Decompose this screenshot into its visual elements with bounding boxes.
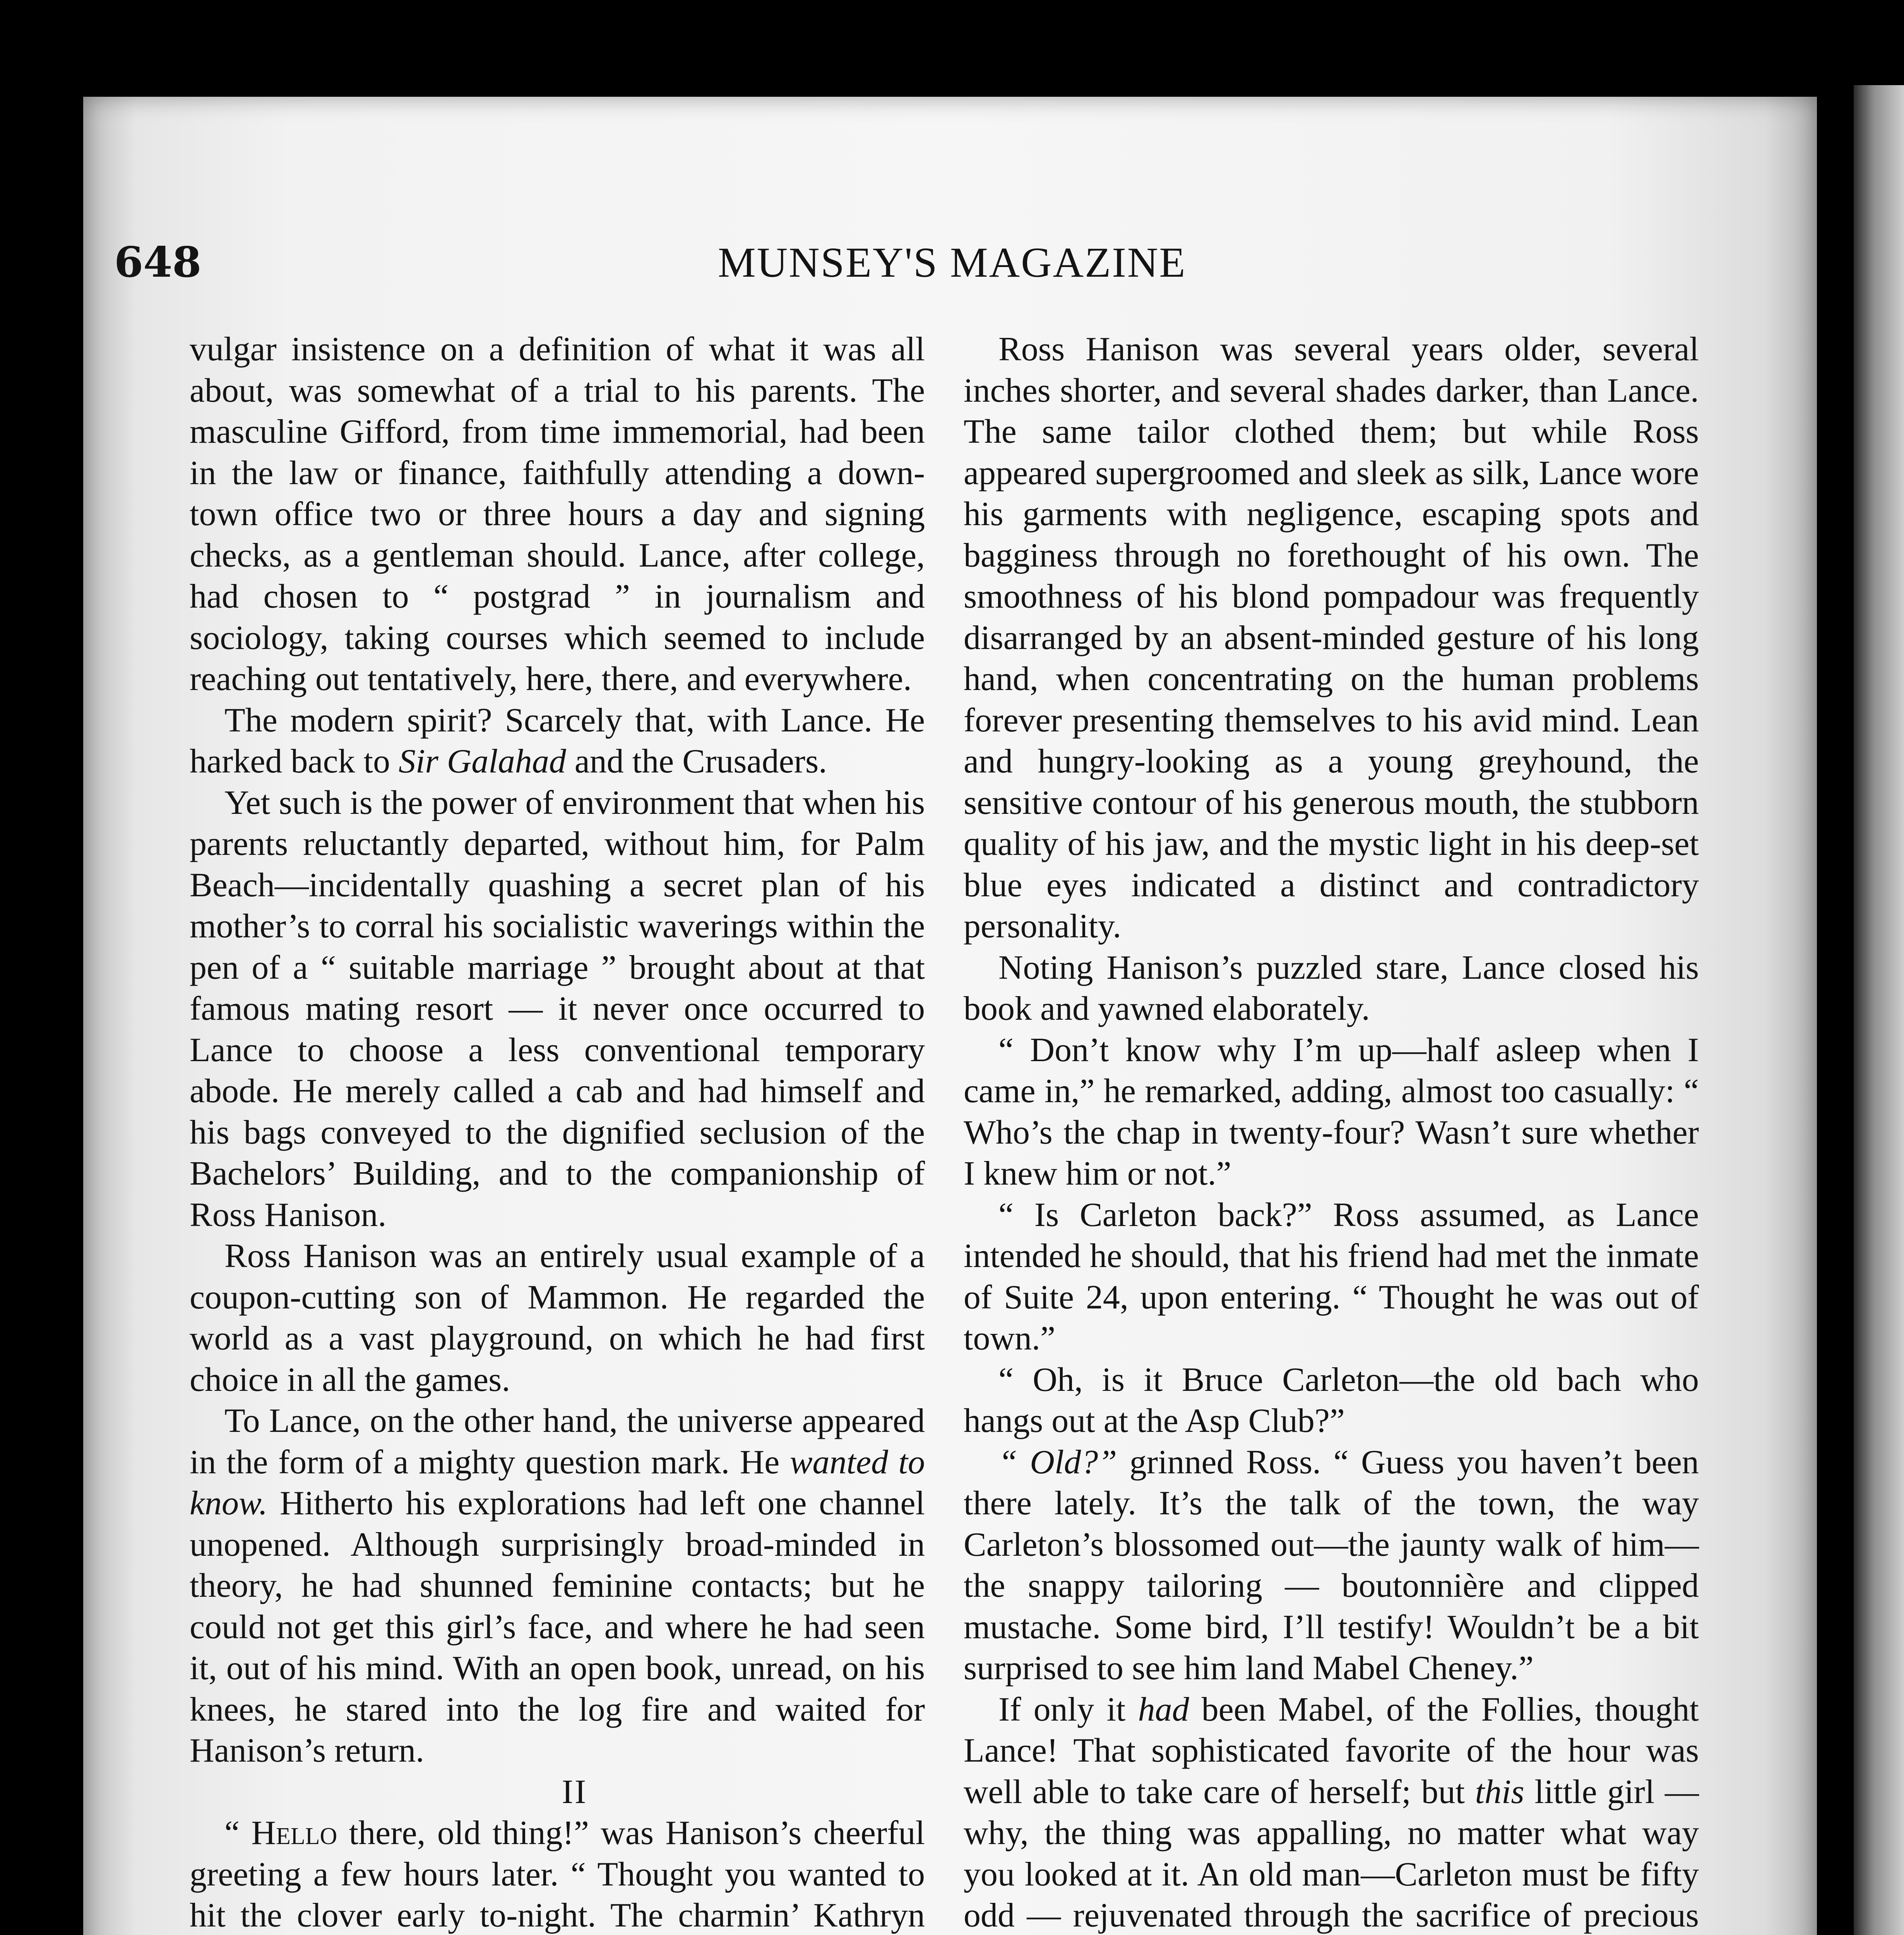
paragraph [190, 1401, 925, 1772]
section-heading: II [562, 1773, 588, 1811]
paragraph: Yet such is the power of environment that when his parents reluctantly departed, without him, for Palm Beach—incidentally quashing a secret plan of his mother’s to corral his socialistic waverings within the pen of a “ suitable marriage ” brought about at that famous mating resort — it never once occurred to Lance to choose a less conventional temporary abode. He merely called a cab and had himself and his bags conveyed to the dignified seclusion of the Bachelors’ Building, and to the companionship of Ross Hanison. [190, 784, 925, 1234]
text-run: “ [224, 1814, 252, 1852]
page-header [114, 238, 1701, 296]
text-run: little girl — why, the thing was appalling, no matter what way you looked at it. An old man—Carleton must be fifty odd — rejuvenated through the sacrifice of precious [964, 1773, 1699, 1934]
paragraph: “ Don’t know why I’m up—half asleep when I came in,” he remarked, adding, almost too casually: “ Who’s the chap in twenty-four? Wasn’t sure whether I knew him or not.” [964, 1031, 1699, 1192]
text-run: The modern spirit? Scarcely that, with Lance. He harked back to [190, 701, 925, 780]
text-run: there, old thing!” was Hanison’s cheerful greeting a few hours later. “ Thought you wanted to hit the clover early to-night. The charmin’ Kathryn [190, 1814, 925, 1934]
paragraph [964, 1442, 1699, 1689]
italic-text: this [1475, 1773, 1524, 1811]
text-run: and the Crusaders. [566, 743, 827, 780]
text-run: grinned Ross. “ Guess you haven’t been there lately. It’s the talk of the town, the way Carleton’s blossomed out—the jaunty walk of him—the snappy tailoring — boutonnière and clipped mustache. Some bird, I’ll testify! Wouldn’t be a bit surprised to see him land Mabel Cheney.” [964, 1443, 1699, 1687]
text-run: been Mabel, of the Follies, thought Lance! That sophisticated favorite of the hour was well able to take care of herself; but [964, 1690, 1699, 1811]
italic-text: Sir Galahad [399, 743, 566, 780]
facing-page-edge [1854, 85, 1904, 1935]
paragraph: vulgar insistence on a definition of what it was all about, was somewhat of a trial to his parents. The masculine Gifford, from time immemorial, had been in the law or finance, faithfully attending a down-town office two or three hours a day and signing checks, as a gentleman should. Lance, after college, had chosen to “ postgrad ” in journalism and sociology, taking courses which seemed to include reaching out tentatively, here, there, and everywhere. [190, 330, 925, 698]
paragraph: Noting Hanison’s puzzled stare, Lance closed his book and yawned elaborately. [964, 949, 1699, 1027]
italic-text: had [1138, 1690, 1189, 1728]
right-column [964, 329, 1699, 1935]
paragraph: “ Is Carleton back?” Ross assumed, as Lance intended he should, that his friend had met the inmate of Suite 24, upon entering. “ Thought he was out of town.” [964, 1196, 1699, 1357]
text-run: If only it [998, 1690, 1138, 1728]
paragraph: “ Oh, is it Bruce Carleton—the old bach who hangs out at the Asp Club?” [964, 1361, 1699, 1440]
italic-text: wanted to know. [190, 1443, 925, 1522]
page-number: 648 [114, 238, 202, 287]
smallcaps-text: Hello [251, 1814, 337, 1852]
running-head: MUNSEY'S MAGAZINE [718, 239, 1187, 286]
text-run: Hitherto his explorations had left one channel unopened. Although surprisingly broad-minded in theory, he had shunned feminine contacts; but he could not get this girl’s face, and where he had seen it, out of his mind. With an open book, unread, on his knees, he stared into the log fire and waited for Hanison’s return. [190, 1485, 925, 1769]
paragraph [190, 700, 925, 783]
left-column [190, 329, 925, 1935]
text-run: To Lance, on the other hand, the universe appeared in the form of a mighty question mark. He [190, 1402, 925, 1481]
paragraph: Ross Hanison was an entirely usual example of a coupon-cutting son of Mammon. He regarded the world as a vast playground, on which he had first choice in all the games. [190, 1237, 925, 1399]
paragraph [190, 1813, 925, 1935]
paragraph [964, 1689, 1699, 1935]
italic-text: “ Old?” [998, 1443, 1117, 1481]
paragraph: Ross Hanison was several years older, several inches shorter, and several shades darker, than Lance. The same tailor clothed them; but while Ross appeared supergroomed and sleek as silk, Lance wore his garments with negligence, escaping spots and bagginess through no forethought of his own. The smoothness of his blond pompadour was frequently disarranged by an absent-minded gesture of his long hand, when concentrating on the human problems forever presenting themselves to his avid mind. Lean and hungry-looking as a young greyhound, the sensitive contour of his generous mouth, the stubborn quality of his jaw, and the mystic light in his deep-set blue eyes indicated a distinct and contradictory personality. [964, 330, 1699, 945]
